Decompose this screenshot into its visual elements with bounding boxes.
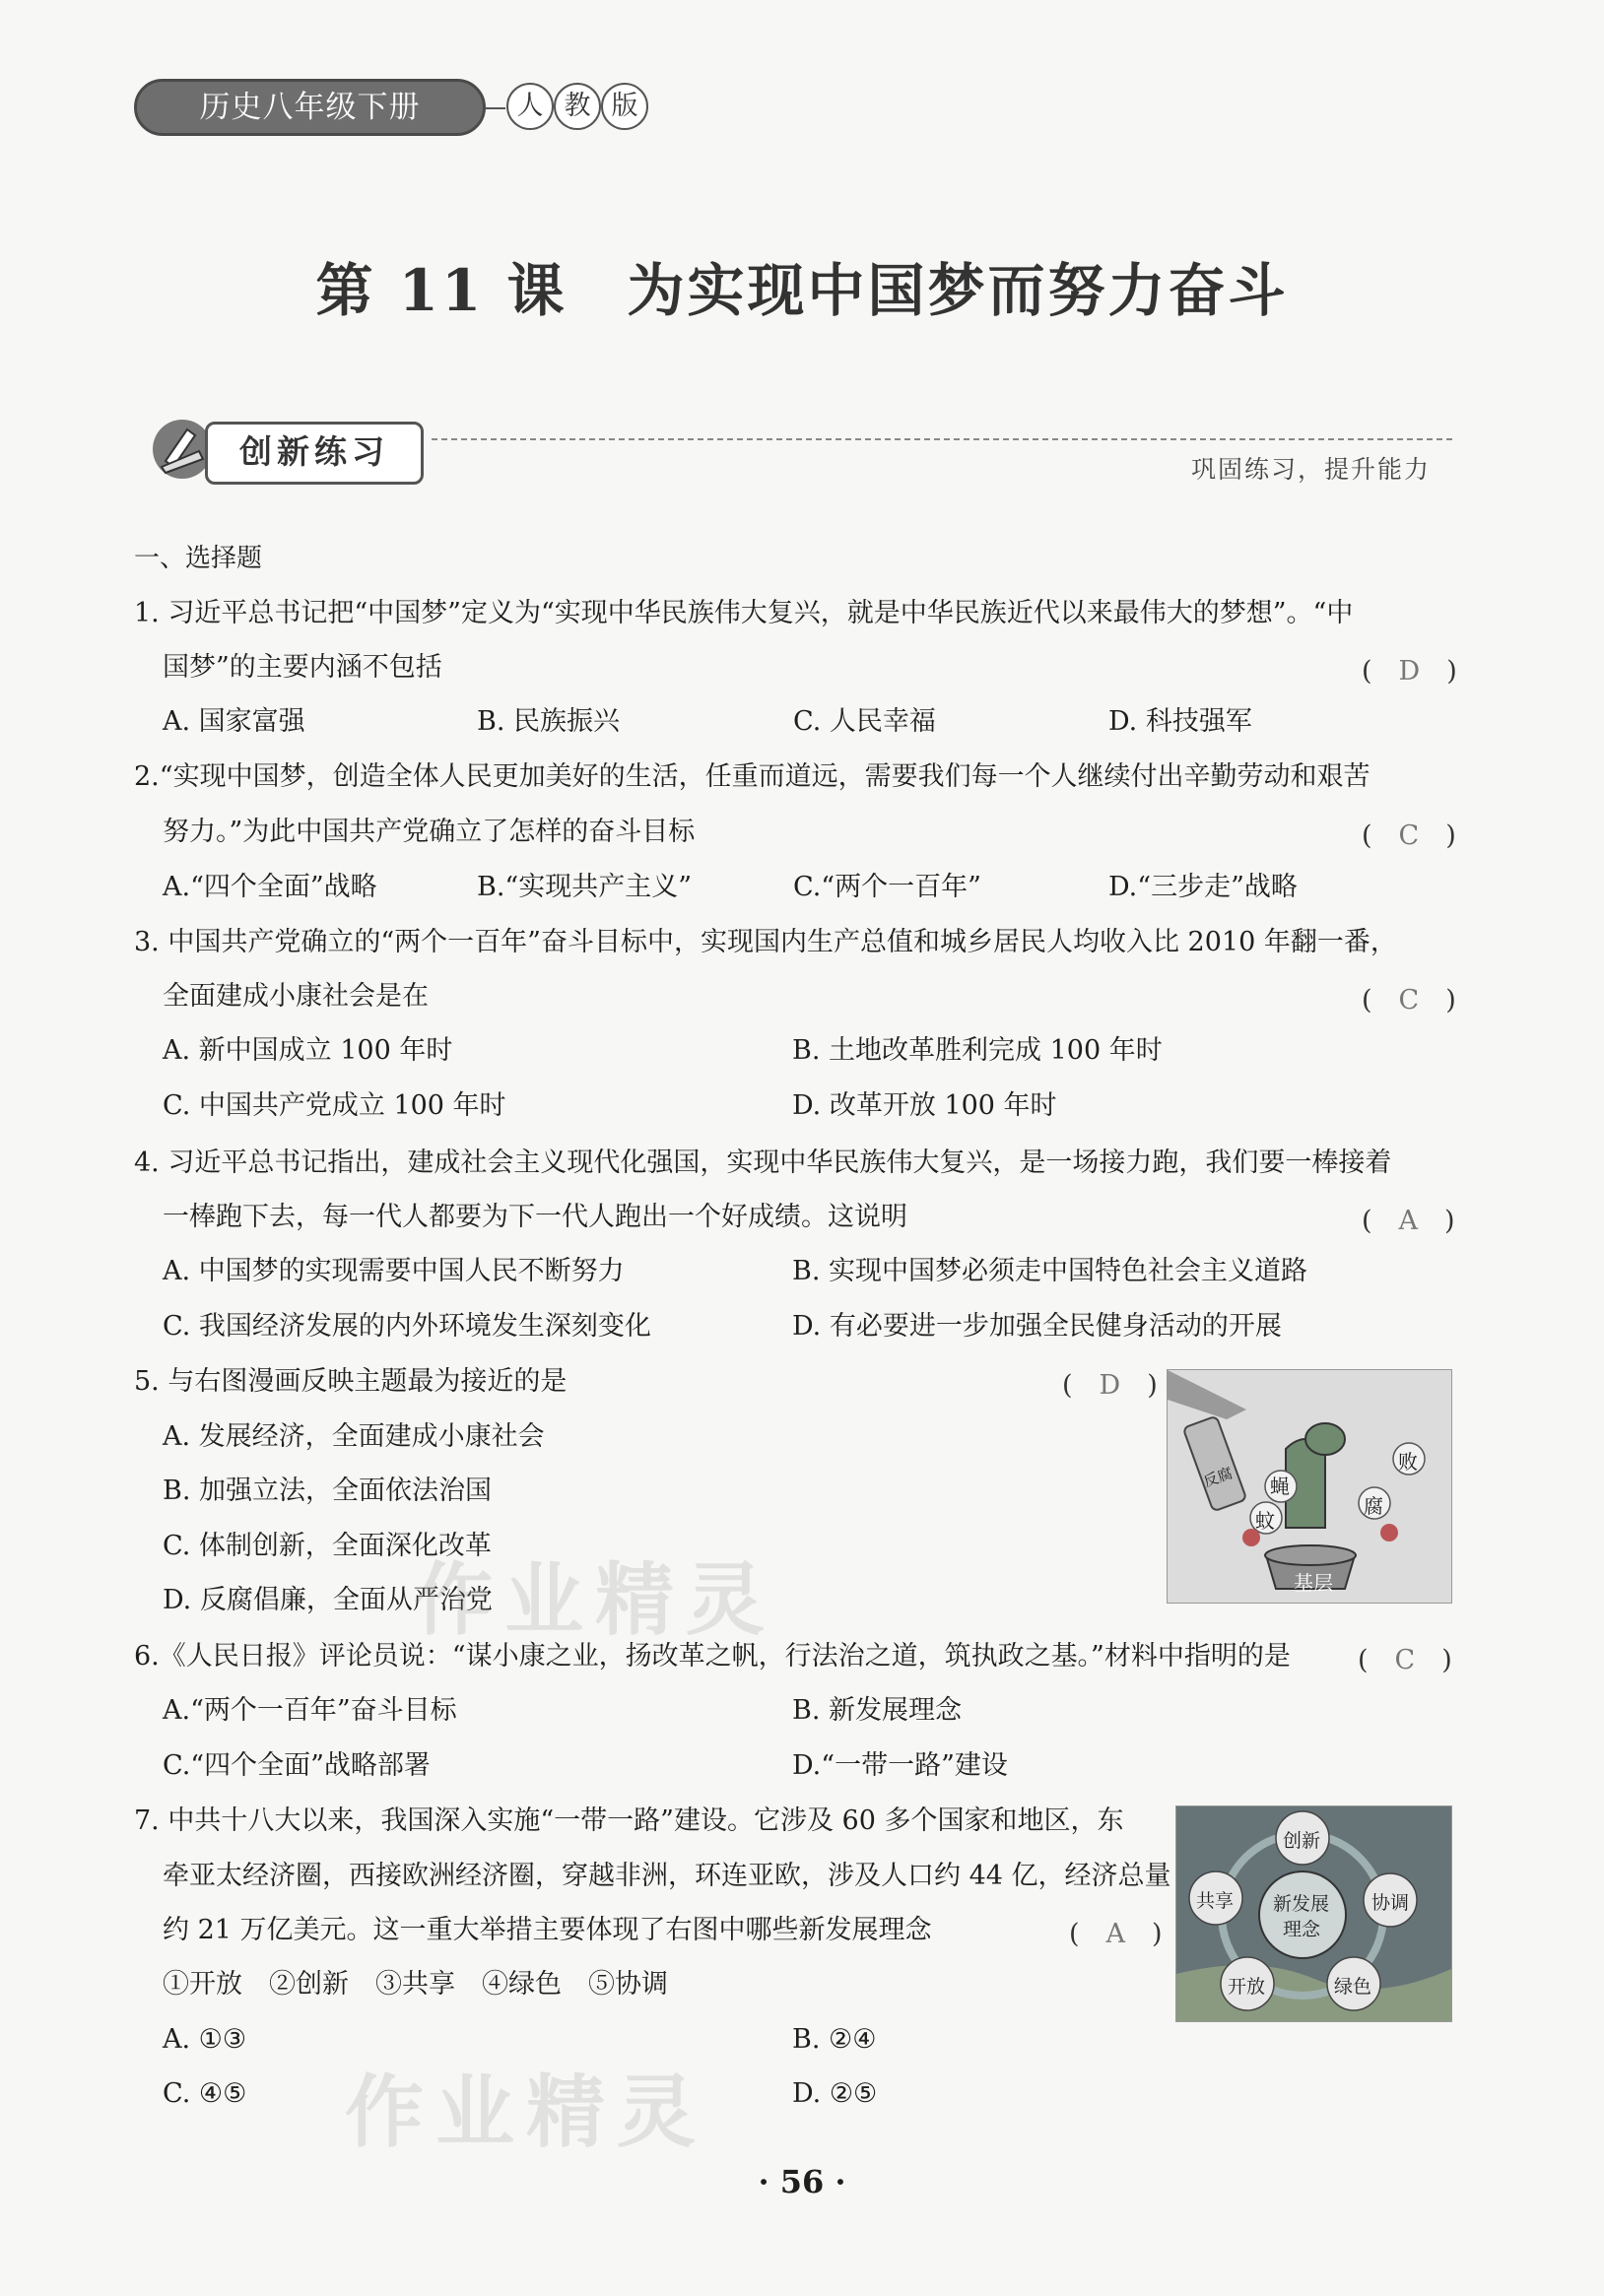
question-7-line-1: 7. 中共十八大以来，我国深入实施“一带一路”建设。它涉及 60 多个国家和地区，东 — [134, 1805, 1124, 1836]
section-subtitle: 巩固练习，提升能力 — [1190, 455, 1431, 484]
page-number: · 56 · — [758, 2163, 846, 2200]
question-2-line-2: 努力。”为此中国共产党确立了怎样的奋斗目标 — [163, 817, 696, 847]
new-development-concept-diagram — [1175, 1805, 1452, 2022]
cartoon-label: 基层 — [1294, 1571, 1333, 1595]
part-heading: 一、选择题 — [134, 544, 263, 573]
answer-letter: D — [1099, 1370, 1121, 1401]
question-1-line-2: 国梦”的主要内涵不包括 — [163, 652, 442, 683]
concept-label: 新发展 — [1273, 1893, 1330, 1915]
edition-char-3: 版 — [601, 83, 648, 130]
question-1-line-1: 1. 习近平总书记把“中国梦”定义为“实现中华民族伟大复兴，就是中华民族近代以来最伟大的梦想”。“中 — [134, 598, 1354, 628]
option: C.“两个一百年” — [793, 872, 981, 902]
concept-label: 开放 — [1228, 1976, 1266, 1998]
cartoon-label: 蝇 — [1270, 1475, 1290, 1498]
option: D.“三步走”战略 — [1108, 872, 1298, 902]
question-4-line-2: 一棒跑下去，每一代人都要为下一代人跑出一个好成绩。这说明 — [163, 1202, 907, 1232]
option: B.“实现共产主义” — [477, 872, 693, 902]
question-3-line-2: 全面建成小康社会是在 — [163, 981, 429, 1012]
option: D. 有必要进一步加强全民健身活动的开展 — [792, 1311, 1282, 1342]
question-5-line-1: 5. 与右图漫画反映主题最为接近的是 — [134, 1366, 568, 1397]
option: A. 发展经济，全面建成小康社会 — [163, 1421, 545, 1452]
concept-label: 创新 — [1283, 1830, 1321, 1852]
option: B. 实现中国梦必须走中国特色社会主义道路 — [792, 1256, 1308, 1286]
option: A.“两个一百年”奋斗目标 — [163, 1695, 457, 1726]
watermark: 作业精灵 — [414, 1554, 776, 1646]
lesson-title: 第 11 课 为实现中国梦而努力奋斗 — [315, 257, 1289, 324]
option: A. ①③ — [163, 2024, 247, 2055]
option: B. 新发展理念 — [792, 1695, 963, 1726]
question-7-answer: ( A ) — [1069, 1919, 1163, 1949]
header-connector — [486, 107, 505, 109]
cartoon-label: 败 — [1398, 1450, 1418, 1474]
option: C. 中国共产党成立 100 年时 — [163, 1090, 506, 1121]
option: B. 加强立法，全面依法治国 — [163, 1476, 493, 1506]
answer-letter: C — [1398, 820, 1420, 851]
question-6-line-1: 6.《人民日报》评论员说：“谋小康之业，扬改革之帆，行法治之道，筑执政之基。”材料中指明的是 — [134, 1641, 1291, 1672]
question-3-line-1: 3. 中国共产党确立的“两个一百年”奋斗目标中，实现国内生产总值和城乡居民人均收入比 2010 年翻一番， — [134, 927, 1397, 957]
concept-label: 绿色 — [1334, 1976, 1372, 1998]
watermark: 作业精灵 — [345, 2066, 707, 2158]
concept-label: 协调 — [1371, 1892, 1410, 1914]
cartoon-label: 反腐 — [1200, 1464, 1236, 1491]
question-5-answer: ( D ) — [1062, 1370, 1158, 1401]
option: A.“四个全面”战略 — [163, 872, 377, 902]
question-6-answer: ( C ) — [1358, 1645, 1452, 1675]
option: B. ②④ — [792, 2024, 877, 2055]
option: D. ②⑤ — [792, 2078, 878, 2109]
option: C. 我国经济发展的内外环境发生深刻变化 — [163, 1311, 651, 1342]
cartoon-label: 蚊 — [1255, 1509, 1275, 1533]
option: C. 人民幸福 — [793, 706, 936, 737]
option: C. ④⑤ — [163, 2078, 247, 2109]
option: D. 改革开放 100 年时 — [792, 1090, 1057, 1121]
anti-corruption-cartoon — [1167, 1369, 1452, 1604]
question-3-answer: ( C ) — [1362, 985, 1456, 1016]
edition-char-1: 人 — [506, 83, 554, 130]
question-4-line-1: 4. 习近平总书记指出，建成社会主义现代化强国，实现中华民族伟大复兴，是一场接力跑，我们要一棒接着 — [134, 1148, 1392, 1178]
concept-label: 共享 — [1196, 1890, 1235, 1912]
cartoon-label: 腐 — [1364, 1494, 1383, 1518]
section-divider — [432, 438, 1452, 440]
concept-label: 理念 — [1283, 1919, 1321, 1940]
edition-char-2: 教 — [554, 83, 601, 130]
option: B. 民族振兴 — [477, 706, 621, 737]
question-7-line-3: 约 21 万亿美元。这一重大举措主要体现了右图中哪些新发展理念 — [163, 1915, 932, 1945]
answer-letter: C — [1394, 1645, 1416, 1675]
section-label: 创新练习 — [205, 422, 424, 485]
question-7-choices: ①开放 ②创新 ③共享 ④绿色 ⑤协调 — [163, 1969, 668, 2000]
option: A. 新中国成立 100 年时 — [163, 1035, 453, 1066]
question-2-line-1: 2.“实现中国梦，创造全体人民更加美好的生活，任重而道远，需要我们每一个人继续付出辛勤劳动和艰苦 — [134, 761, 1370, 792]
option: C. 体制创新，全面深化改革 — [163, 1531, 492, 1561]
answer-letter: A — [1105, 1919, 1126, 1949]
question-4-answer: ( A ) — [1362, 1206, 1455, 1236]
option: A. 国家富强 — [163, 706, 305, 737]
option: D. 反腐倡廉，全面从严治党 — [163, 1585, 493, 1615]
question-1-answer: ( D ) — [1362, 656, 1457, 687]
option: C.“四个全面”战略部署 — [163, 1750, 431, 1781]
option: A. 中国梦的实现需要中国人民不断努力 — [163, 1256, 625, 1286]
question-2-answer: ( C ) — [1362, 820, 1456, 851]
option: D. 科技强军 — [1108, 706, 1252, 737]
option: D.“一带一路”建设 — [792, 1750, 1008, 1781]
book-title-pill: 历史八年级下册 — [134, 79, 486, 136]
answer-letter: A — [1398, 1206, 1419, 1236]
answer-letter: C — [1398, 985, 1420, 1016]
answer-letter: D — [1398, 656, 1421, 687]
question-7-line-2: 牵亚太经济圈，西接欧洲经济圈，穿越非洲，环连亚欧，涉及人口约 44 亿，经济总量 — [163, 1861, 1171, 1891]
option: B. 土地改革胜利完成 100 年时 — [792, 1035, 1163, 1066]
